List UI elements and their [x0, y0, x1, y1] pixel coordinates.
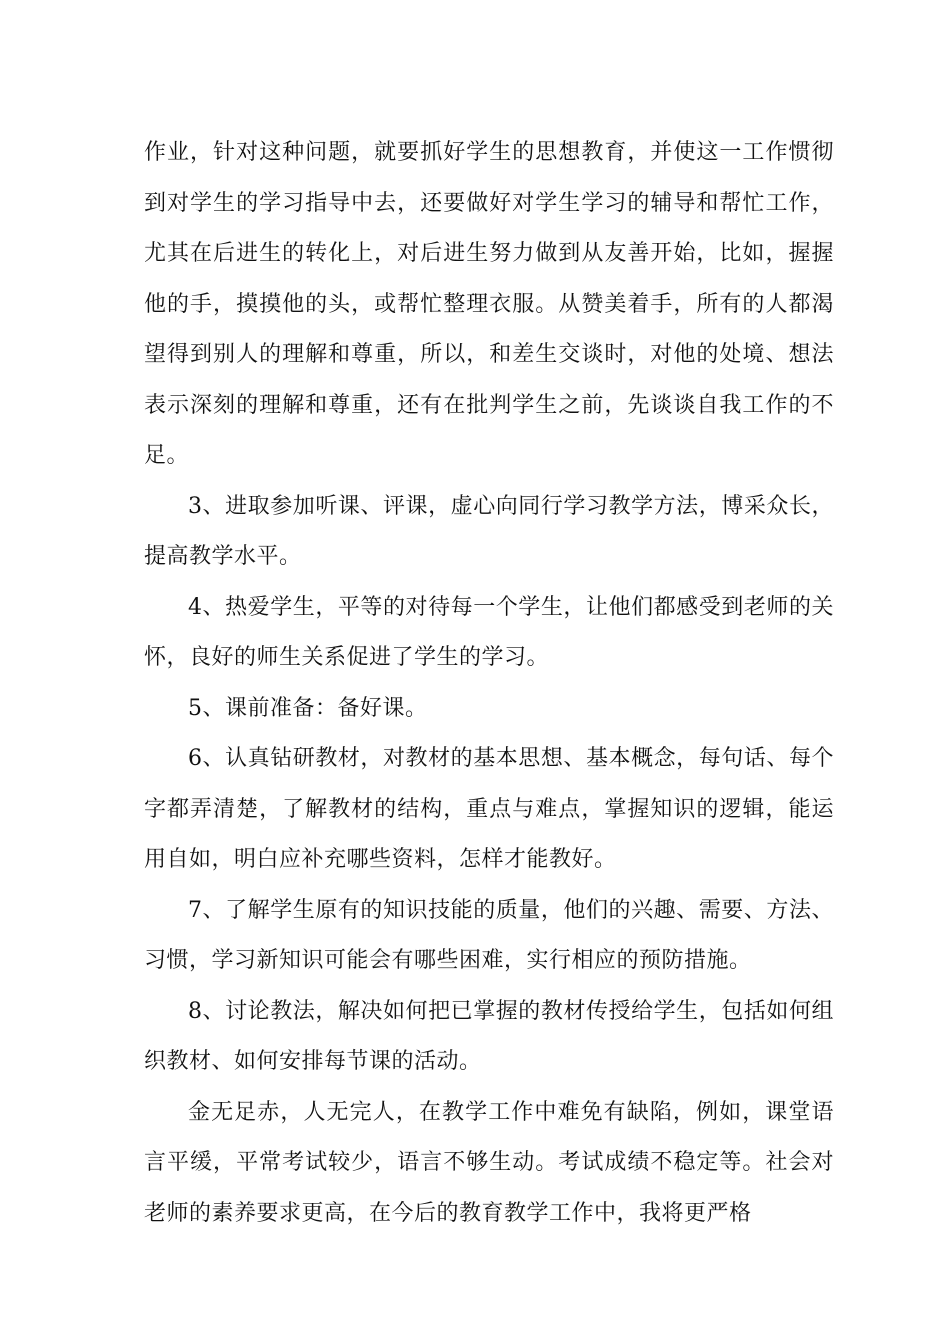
paragraph-item-4: 4、热爱学生，平等的对待每一个学生，让他们都感受到老师的关怀，良好的师生关系促进了学生的学习。 — [144, 594, 834, 670]
paragraph-conclusion: 金无足赤，人无完人，在教学工作中难免有缺陷，例如，课堂语言平缓，平常考试较少，语言不够生动。考试成绩不稳定等。社会对老师的素养要求更高，在今后的教育教学工作中，我将更严格 — [144, 1099, 834, 1226]
document-body — [144, 128, 834, 1239]
paragraph-item-3: 3、进取参加听课、评课，虚心向同行学习教学方法，博采众长，提高教学水平。 — [144, 493, 834, 569]
paragraph-continued: 作业，针对这种问题，就要抓好学生的思想教育，并使这一工作惯彻到对学生的学习指导中去，还要做好对学生学习的辅导和帮忙工作，尤其在后进生的转化上，对后进生努力做到从友善开始，比如，握握他的手，摸摸他的头，或帮忙整理衣服。从赞美着手，所有的人都渴望得到别人的理解和尊重，所以，和差生交谈时，对他的处境、想法表示深刻的理解和尊重，还有在批判学生之前，先谈谈自我工作的不足。 — [144, 140, 834, 468]
paragraph-item-7: 7、了解学生原有的知识技能的质量，他们的兴趣、需要、方法、习惯，学习新知识可能会有哪些困难，实行相应的预防措施。 — [144, 897, 834, 973]
paragraph-item-6: 6、认真钻研教材，对教材的基本思想、基本概念，每句话、每个字都弄清楚，了解教材的结构，重点与难点，掌握知识的逻辑，能运用自如，明白应补充哪些资料，怎样才能教好。 — [144, 746, 834, 872]
paragraph-item-8: 8、讨论教法，解决如何把已掌握的教材传授给学生，包括如何组织教材、如何安排每节课的活动。 — [144, 998, 834, 1074]
paragraph-item-5: 5、课前准备：备好课。 — [188, 695, 428, 721]
